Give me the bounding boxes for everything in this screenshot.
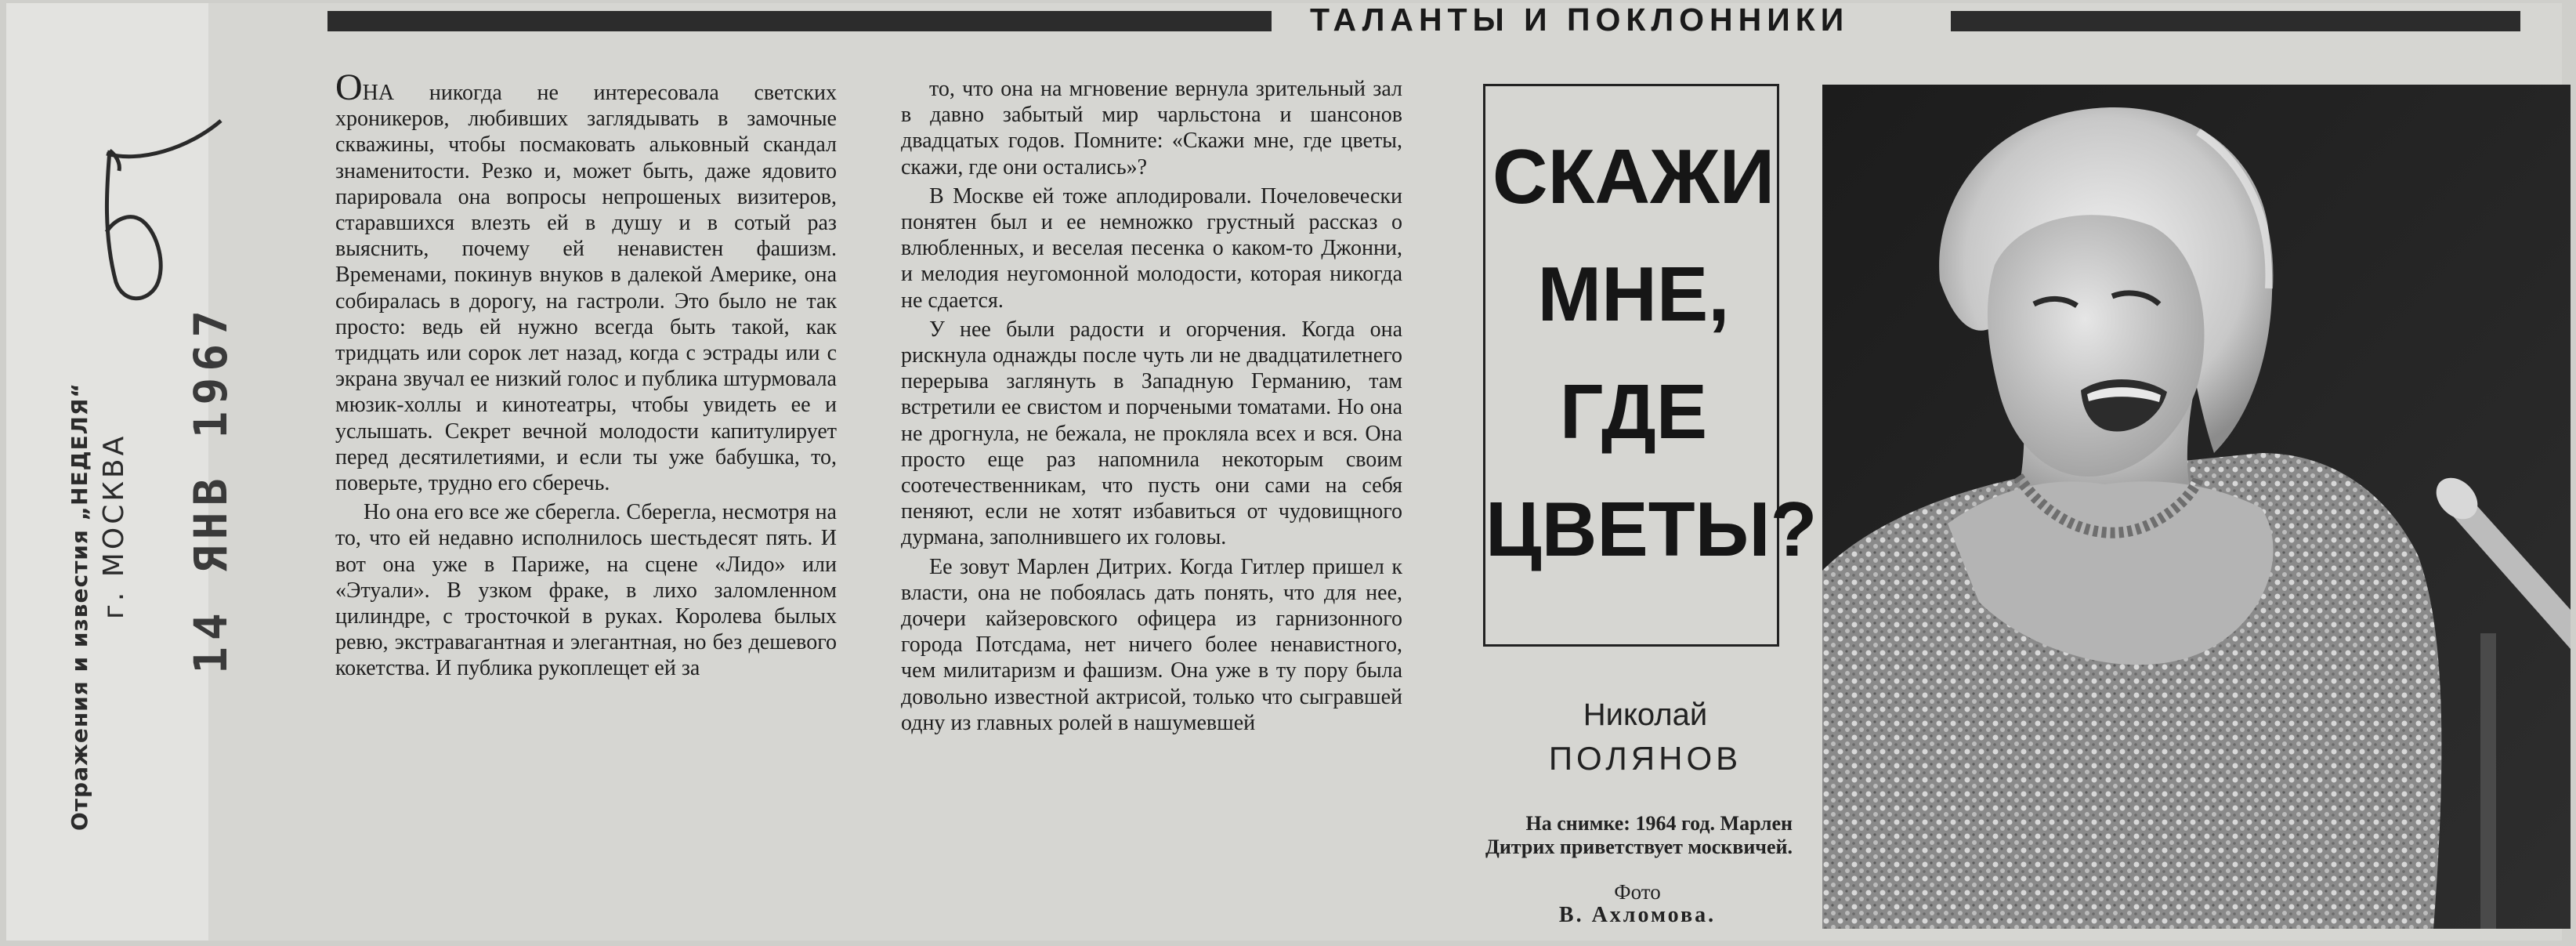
rubric-bar-right xyxy=(1951,11,2520,31)
article-paragraph: Ее зовут Марлен Дитрих. Когда Гитлер пришел к власти, она не побоялась дать понять, что для нее, дочери кайзеровского офицера из гарнизонного города Потсдама, нет ничего более ненавистного, чем милитаризм и фашизм. Она уже в ту пору была довольно известной актрисой, только что сыгравшей одну из главных ролей в нашумевшей xyxy=(901,554,1402,735)
article-column-2 xyxy=(901,76,1402,739)
rubric-title: ТАЛАНТЫ И ПОКЛОННИКИ xyxy=(1310,2,1850,38)
stamp-source-line: Отражения и известия „НЕДЕЛЯ“ xyxy=(67,382,92,831)
drop-cap: О xyxy=(335,67,363,108)
date-stamp: 14 ЯНВ 1967 xyxy=(184,303,237,674)
article-column-1 xyxy=(335,67,837,685)
author-last-name: ПОЛЯНОВ xyxy=(1548,740,1742,777)
rubric-bar-left xyxy=(327,11,1272,31)
photo-credit-label: Фото xyxy=(1614,880,1661,904)
headline-line: ЦВЕТЫ? xyxy=(1485,486,1818,572)
photo-credit-name: В. Ахломова. xyxy=(1558,903,1717,927)
headline-line: СКАЖИ xyxy=(1492,133,1775,219)
headline-line: ГДЕ xyxy=(1559,368,1708,455)
article-paragraph: В Москве ей тоже аплодировали. Почеловечески понятен был и ее немножко грустный рассказ о влюбленных, и веселая песенка о каком-то Джонни, и мелодия неугомонной молодости, которая никогда не сдается. xyxy=(901,183,1402,313)
headline xyxy=(1485,118,1818,588)
photo-caption: На снимке: 1964 год. Марлен Дитрих приветствует москвичей. xyxy=(1485,812,1793,858)
headline-line: МНЕ, xyxy=(1537,251,1730,337)
article-paragraph: то, что она на мгновение вернула зрительный зал в давно забытый мир чарльстона и шансонов двадцатых годов. Помните: «Скажи мне, где цветы, скажи, где они остались»? xyxy=(901,77,1402,179)
stamp-city-line: г. МОСКВА xyxy=(98,433,130,619)
article-paragraph: У нее были радости и огорчения. Когда она рискнула однажды после чуть ли не двадцатилетнего перерыва заглянуть в Западную Германию, там встретили ее свистом и порчеными томатами. Но она не дрогнула, не бежала, не прокляла всех и вся. Она просто еще раз напомнила некоторым своим соотечественникам, что пусть они сами на себя пеняют, если не хотят избавиться от чудовищного дурмана, заполнившего их головы. xyxy=(901,317,1402,550)
author-first-name: Николай xyxy=(1583,698,1708,732)
article-paragraph: Но она его все же сберегла. Сберегла, несмотря на то, что ей недавно исполнилось шестьдесят пять. И вот она уже в Париже, на сцене «Лидо» или «Этуали». В узком фраке, в лихо заломленном цилиндре, с тросточкой в руках. Королева былых ревю, экстравагантная и элегантная, но без дешевого кокетства. И публика рукоплещет ей за xyxy=(335,500,837,681)
photo-marlene-dietrich xyxy=(1822,85,2571,929)
headline-box xyxy=(1483,84,1818,647)
article-paragraph: ОНА никогда не интересовала светских хроникеров, любивших заглядывать в замочные скважины, чтобы посмаковать альковный скандал знаменитости. Резко и, может быть, даже ядовито парировала она вопросы непрошеных визитеров, старавшихся влезть ей в душу и в сотый раз выяснить, почему ей ненавистен фашизм. Временами, покинув внуков в далекой Америке, она собиралась в дорогу, на гастроли. Это было не так просто: ведь ей нужно всегда быть такой, как тридцать или сорок лет назад, когда с эстрады или с экрана звучал ее низкий голос и публика штурмовала мюзик-холлы и кинотеатры, чтобы увидеть ее и услышать. Секрет вечной молодости капитулирует перед десятилетиями, и если ты уже бабушка, то, поверьте, трудно его сберечь. xyxy=(335,67,837,496)
